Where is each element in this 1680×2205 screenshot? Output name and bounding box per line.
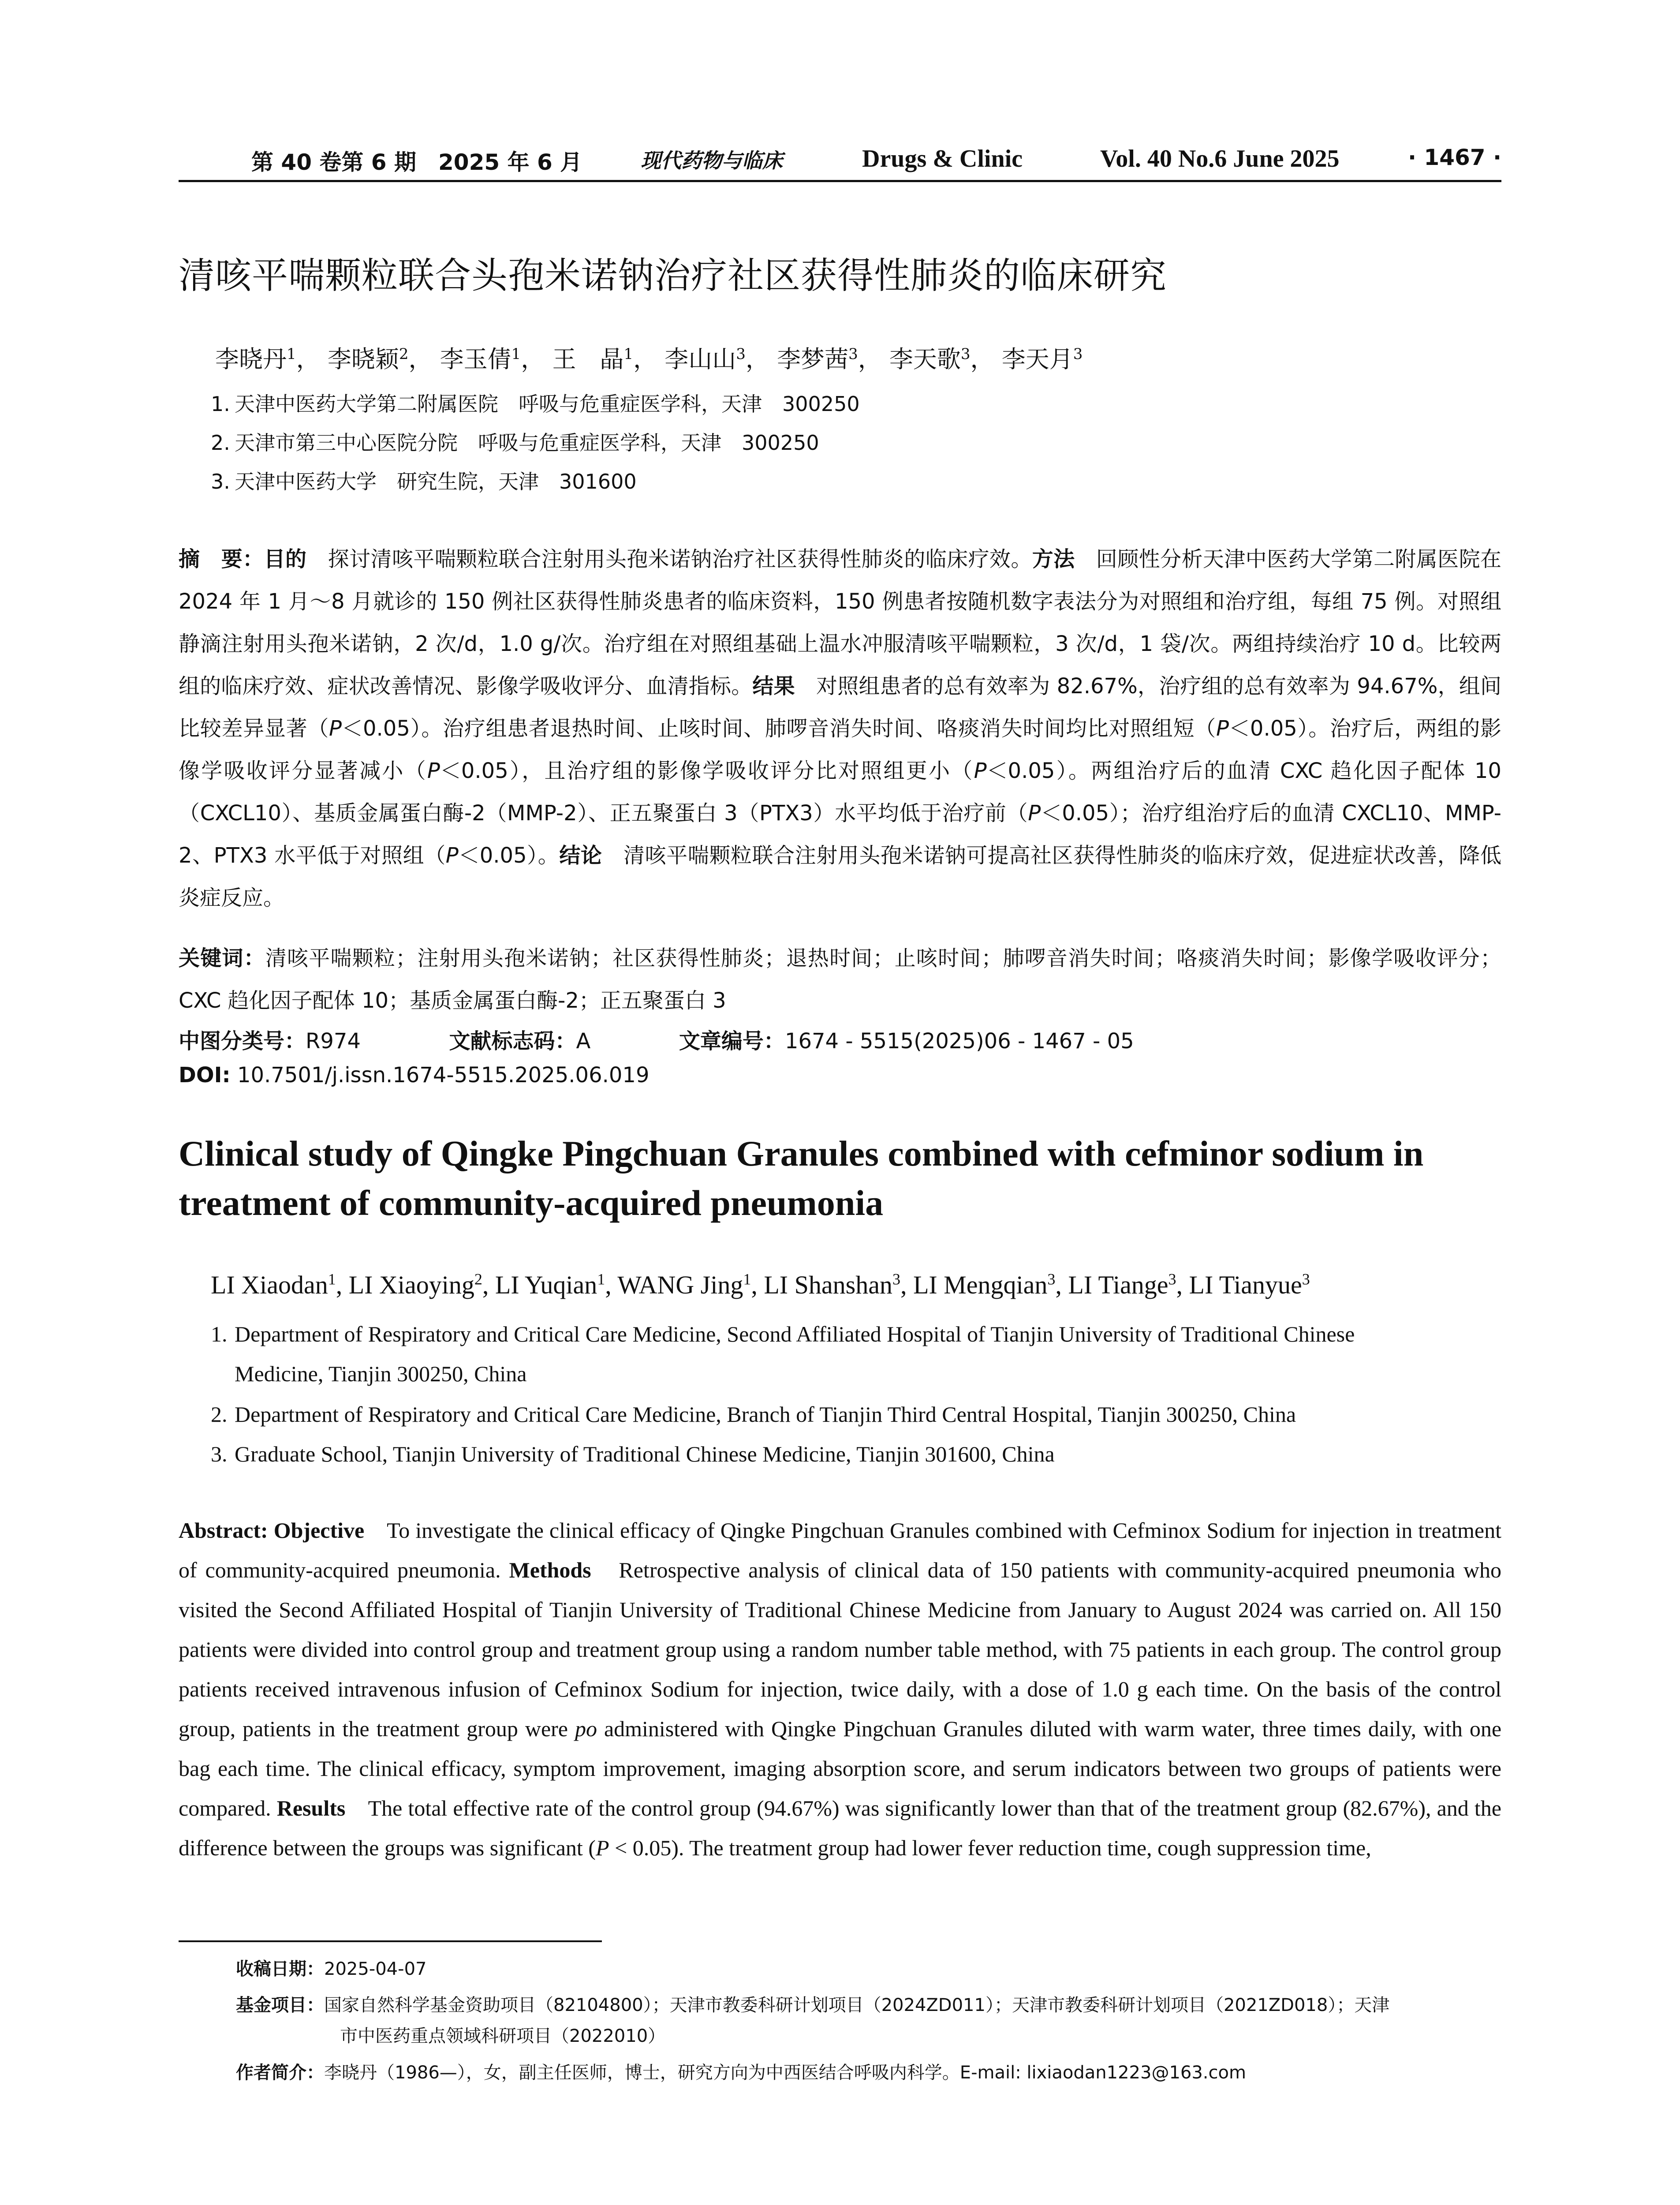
- running-header: [179, 140, 1501, 182]
- footnote-divider: [179, 1940, 602, 1942]
- cn-affiliation: 1. 天津中医药大学第二附属医院 呼吸与危重症医学科，天津 300250: [211, 392, 860, 416]
- doi-line: DOI: 10.7501/j.issn.1674-5515.2025.06.019: [179, 1063, 650, 1088]
- cn-classification-line: 中图分类号：R974 文献标志码：A 文章编号：1674 - 5515(2025)06 - 1467 - 05: [179, 1029, 1134, 1054]
- cn-author: 李天歌$^3$: [889, 345, 971, 373]
- doi-value: 10.7501/j.issn.1674-5515.2025.06.019: [230, 1063, 650, 1088]
- footnote-author-bio: 作者简介：李晓丹（1986—），女，副主任医师，博士，研究方向为中西医结合呼吸内科学。E-mail: lixiaodan1223@163.com: [236, 2063, 1246, 2083]
- en-author-list: LI Xiaodan$^1$, LI Xiaoying$^2$, LI Yuqian$^1$, WANG Jing$^1$, LI Shanshan$^3$, LI Mengqian$^3$, LI Tiange$^3$, LI Tianyue$^3$: [211, 1271, 1310, 1300]
- en-author: LI Yuqian$^1$: [495, 1271, 605, 1300]
- cn-title: 清咳平喘颗粒联合头孢米诺钠治疗社区获得性肺炎的临床研究: [179, 255, 1167, 297]
- cn-keywords: 关键词：清咳平喘颗粒；注射用头孢米诺钠；社区获得性肺炎；退热时间；止咳时间；肺啰音消失时间；咯痰消失时间；影像学吸收评分；CXC 趋化因子配体 10；基质金属蛋白酶-2；正五聚蛋白 3: [179, 946, 1501, 1013]
- cn-author: 李晓丹$^1$: [215, 345, 296, 373]
- cn-author: 李梦茜$^3$: [777, 345, 858, 373]
- header-issue: 第 40 卷第 6 期 2025 年 6 月: [251, 149, 582, 175]
- footnote-received: 收稿日期：2025-04-07: [236, 1959, 427, 1979]
- cn-author-list: 李晓丹$^1$， 李晓颖$^2$， 李玉倩$^1$， 王 晶$^1$， 李山山$^3$， 李梦茜$^3$， 李天歌$^3$， 李天月$^3$: [215, 345, 1083, 373]
- header-page-number: · 1467 ·: [1408, 145, 1501, 170]
- cn-author: 李玉倩$^1$: [440, 345, 521, 373]
- en-author: LI Tianyue$^3$: [1189, 1271, 1310, 1300]
- cn-author: 李天月$^3$: [1001, 345, 1083, 373]
- en-author: WANG Jing$^1$: [617, 1271, 751, 1300]
- cn-affiliation: 3. 天津中医药大学 研究生院，天津 301600: [211, 470, 637, 493]
- cn-author: 李山山$^3$: [665, 345, 746, 373]
- footnote-fund: 基金项目：国家自然科学基金资助项目（82104800）；天津市教委科研计划项目（2024ZD011）；天津市教委科研计划项目（2021ZD018）；天津 市中医药重点领域科研项目（2022010）: [236, 1995, 1390, 2046]
- en-author: LI Shanshan$^3$: [764, 1271, 900, 1300]
- cn-author: 王 晶$^1$: [552, 345, 634, 373]
- en-author: LI Tiange$^3$: [1068, 1271, 1176, 1300]
- en-affiliation: 2. Department of Respiratory and Critical Care Medicine, Branch of Tianjin Third Central Hospital, Tianjin 300250, China: [211, 1402, 1296, 1427]
- en-author: LI Xiaoying$^2$: [348, 1271, 482, 1300]
- cn-abstract: 摘 要：目的 探讨清咳平喘颗粒联合注射用头孢米诺钠治疗社区获得性肺炎的临床疗效。方法 回顾性分析天津中医药大学第二附属医院在 2024 年 1 月～8 月就诊的 150 例社区获得性肺炎患者的临床资料，150 例患者按随机数字表法分为对照组和治疗组，每组 75 例。对照组静滴注射用头孢米诺钠，2 次/d，1.0 g/次。治疗组在对照组基础上温水冲服清咳平喘颗粒，3 次/d，1 袋/次。两组持续治疗 10 d。比较两组的临床疗效、症状改善情况、影像学吸收评分、血清指标。结果 对照组患者的总有效率为 82.67%，治疗组的总有效率为 94.67%，组间比较差异显著（P＜0.05）。治疗组患者退热时间、止咳时间、肺啰音消失时间、咯痰消失时间均比对照组短（P＜0.05）。治疗后，两组的影像学吸收评分显著减小（P＜0.05），且治疗组的影像学吸收评分比对照组更小（P＜0.05）。两组治疗后的血清 CXC 趋化因子配体 10（CXCL10）、基质金属蛋白酶-2（MMP-2）、正五聚蛋白 3（PTX3）水平均低于治疗前（P＜0.05）；治疗组治疗后的血清 CXCL10、MMP-2、PTX3 水平低于对照组（P＜0.05）。结论 清咳平喘颗粒联合注射用头孢米诺钠可提高社区获得性肺炎的临床疗效，促进症状改善，降低炎症反应。: [179, 547, 1502, 910]
- header-journal-cn: 现代药物与临床: [641, 149, 783, 172]
- header-journal-en: Drugs & Clinic: [862, 145, 1023, 172]
- cn-author: 李晓颖$^2$: [327, 345, 409, 373]
- en-title: Clinical study of Qingke Pingchuan Granules combined with cefminor sodium in treatment of community-acquired pneumonia: [179, 1133, 1424, 1223]
- header-volume: Vol. 40 No.6 June 2025: [1100, 145, 1340, 172]
- en-author: LI Xiaodan$^1$: [211, 1271, 336, 1300]
- en-affiliation: 1. Department of Respiratory and Critical Care Medicine, Second Affiliated Hospital of Tianjin University of Traditional Chinese Medicine, Tianjin 300250, China: [211, 1322, 1355, 1386]
- en-author: LI Mengqian$^3$: [913, 1271, 1056, 1300]
- en-affiliation: 3. Graduate School, Tianjin University of Traditional Chinese Medicine, Tianjin 301600, China: [211, 1442, 1055, 1466]
- en-abstract: Abstract: Objective To investigate the clinical efficacy of Qingke Pingchuan Granules combined with Cefminox Sodium for injection in treatment of community-acquired pneumonia. Methods Retrospective analysis of clinical data of 150 patients with community-acquired pneumonia who visited the Second Affiliated Hospital of Tianjin University of Traditional Chinese Medicine from January to August 2024 was carried on. All 150 patients were divided into control group and treatment group using a random number table method, with 75 patients in each group. The control group patients received intravenous infusion of Cefminox Sodium for injection, twice daily, with a dose of 1.0 g each time. On the basis of the control group, patients in the treatment group were po administered with Qingke Pingchuan Granules diluted with warm water, three times daily, with one bag each time. The clinical efficacy, symptom improvement, imaging absorption score, and serum indicators between two groups of patients were compared. Results The total effective rate of the control group (94.67%) was significantly lower than that of the treatment group (82.67%), and the difference between the groups was significant (P < 0.05). The treatment group had lower fever reduction time, cough suppression time,: [179, 1518, 1502, 1860]
- cn-affiliation: 2. 天津市第三中心医院分院 呼吸与危重症医学科，天津 300250: [211, 431, 819, 455]
